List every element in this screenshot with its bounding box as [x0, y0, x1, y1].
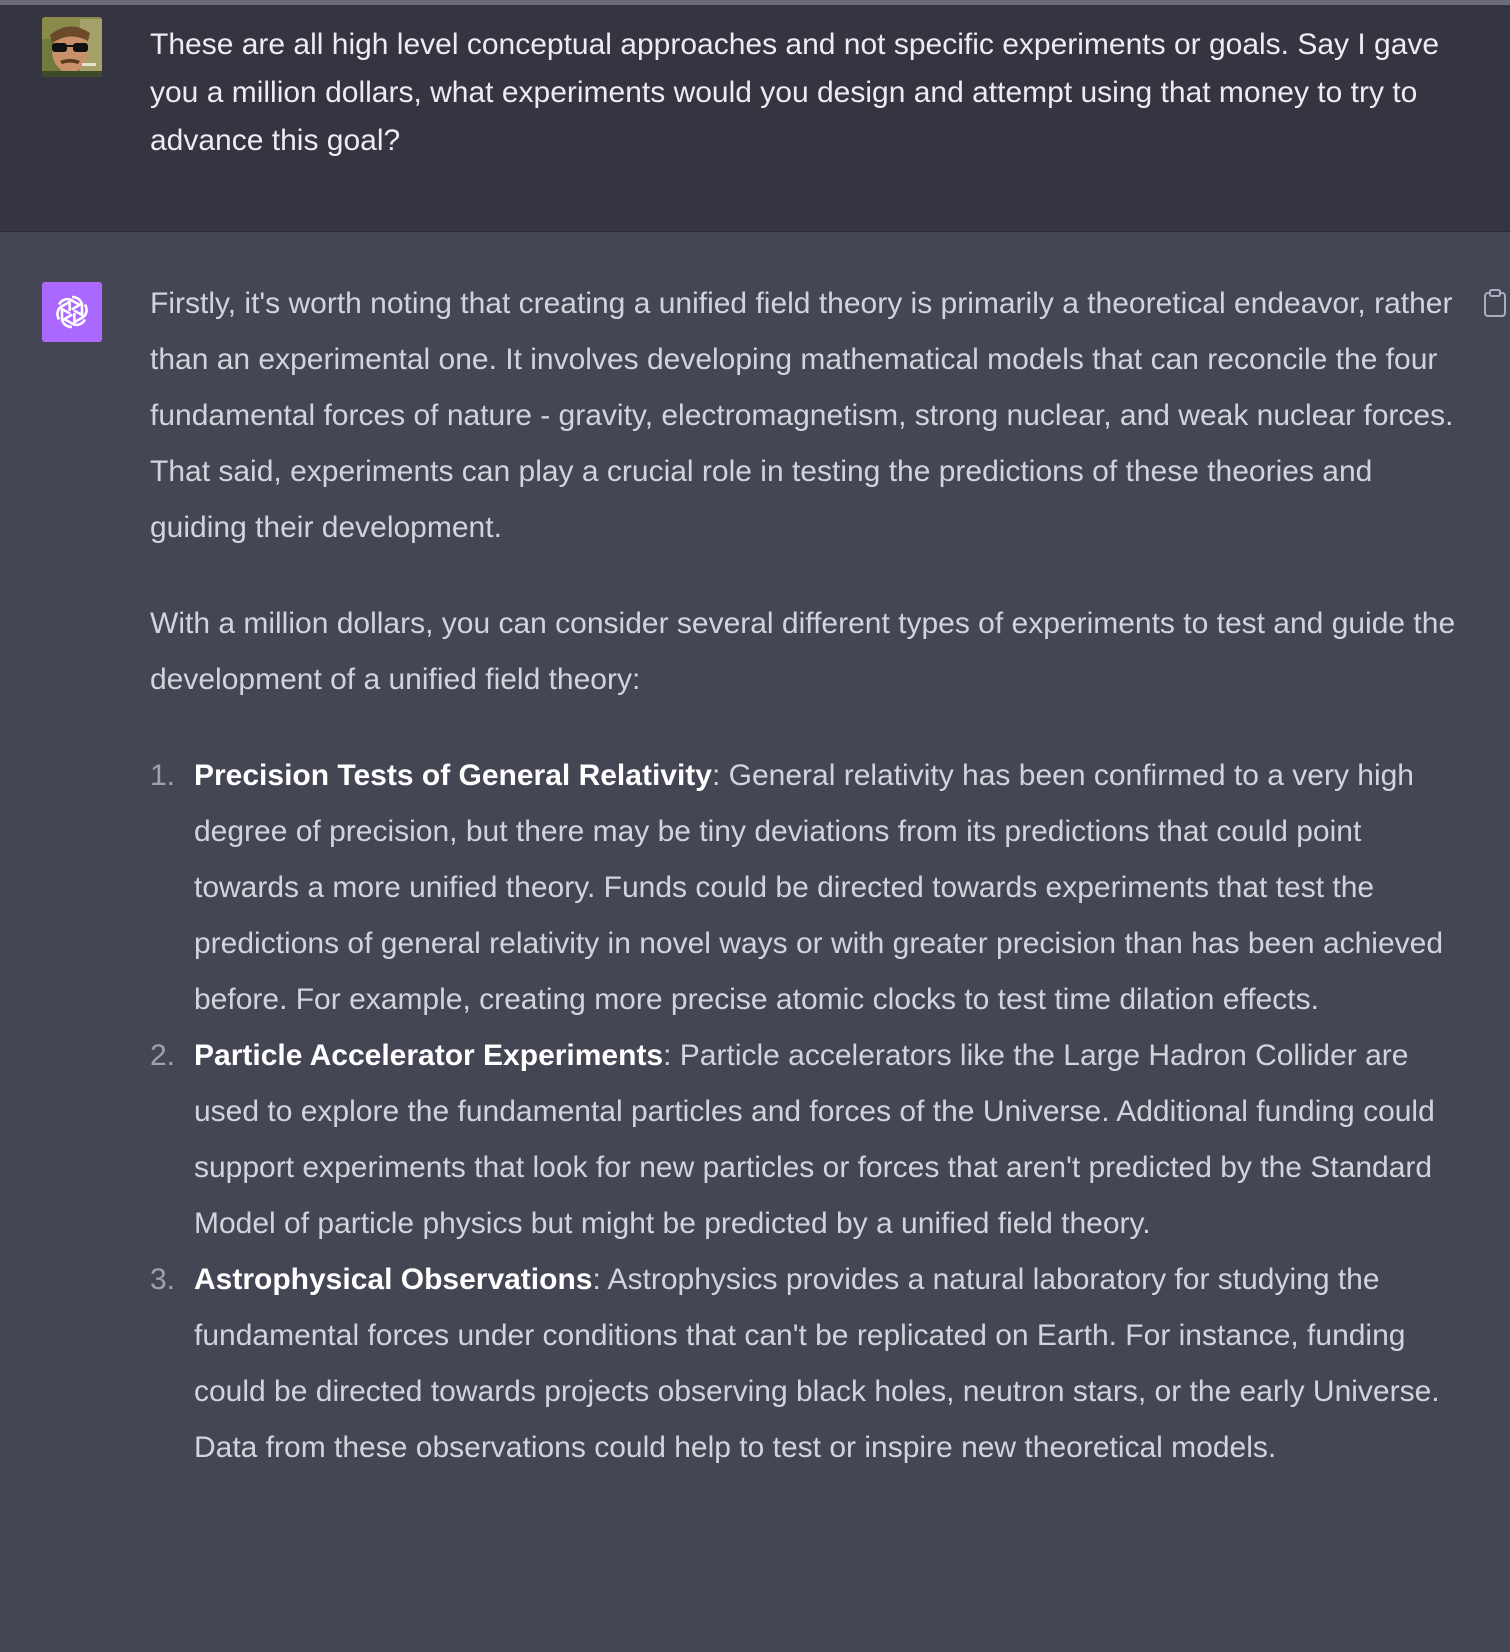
clipboard-icon[interactable] [1482, 288, 1508, 318]
user-message-row [0, 5, 1510, 232]
list-item-title: Astrophysical Observations [194, 1263, 593, 1296]
assistant-message-row [0, 232, 1510, 1652]
list-item [150, 1028, 1460, 1252]
list-item-title: Precision Tests of General Relativity [194, 759, 712, 792]
user-message-text: These are all high level conceptual approaches and not specific experiments or goals. Say I gave you a million dollars, what experiments would you design and attempt using that money to try to advance this goal? [150, 28, 1440, 157]
list-item-body: : Astrophysics provides a natural laboratory for studying the fundamental forces under conditions that can't be replicated on Earth. For instance, funding could be directed towards projects observing black holes, neutron stars, or the early Universe. Data from these observations could help to test or inspire new theoretical models. [194, 1263, 1440, 1464]
list-item [150, 748, 1460, 1028]
list-item-title: Particle Accelerator Experiments [194, 1039, 664, 1072]
list-item [150, 1252, 1460, 1476]
experiment-list [150, 748, 1460, 1476]
assistant-avatar [42, 282, 102, 342]
list-number: 1. [150, 759, 176, 792]
list-number: 3. [150, 1263, 176, 1296]
reply-paragraph: Firstly, it's worth noting that creating a unified field theory is primarily a theoretical endeavor, rather than an experimental one. It involves developing mathematical models that can reconcile the four fundamental forces of nature - gravity, electromagnetism, strong nuclear, and weak nuclear forces. That said, experiments can play a crucial role in testing the predictions of these theories and guiding their development. [150, 287, 1454, 544]
assistant-message-text [150, 276, 1460, 1476]
reply-paragraph: With a million dollars, you can consider several different types of experiments to test and guide the development of a unified field theory: [150, 607, 1456, 696]
openai-logo-icon [51, 291, 93, 333]
list-item-body: : Particle accelerators like the Large Hadron Collider are used to explore the fundamental particles and forces of the Universe. Additional funding could support experiments that look for new particles or forces that aren't predicted by the Standard Model of particle physics but might be predicted by a unified field theory. [194, 1039, 1435, 1240]
list-number: 2. [150, 1039, 176, 1072]
list-item-body: : General relativity has been confirmed to a very high degree of precision, but there may be tiny deviations from its predictions that could point towards a more unified theory. Funds could be directed towards experiments that test the predictions of general relativity in novel ways or with greater precision than has been achieved before. For example, creating more precise atomic clocks to test time dilation effects. [194, 759, 1444, 1016]
user-avatar [42, 17, 102, 77]
user-avatar-photo [42, 17, 102, 77]
